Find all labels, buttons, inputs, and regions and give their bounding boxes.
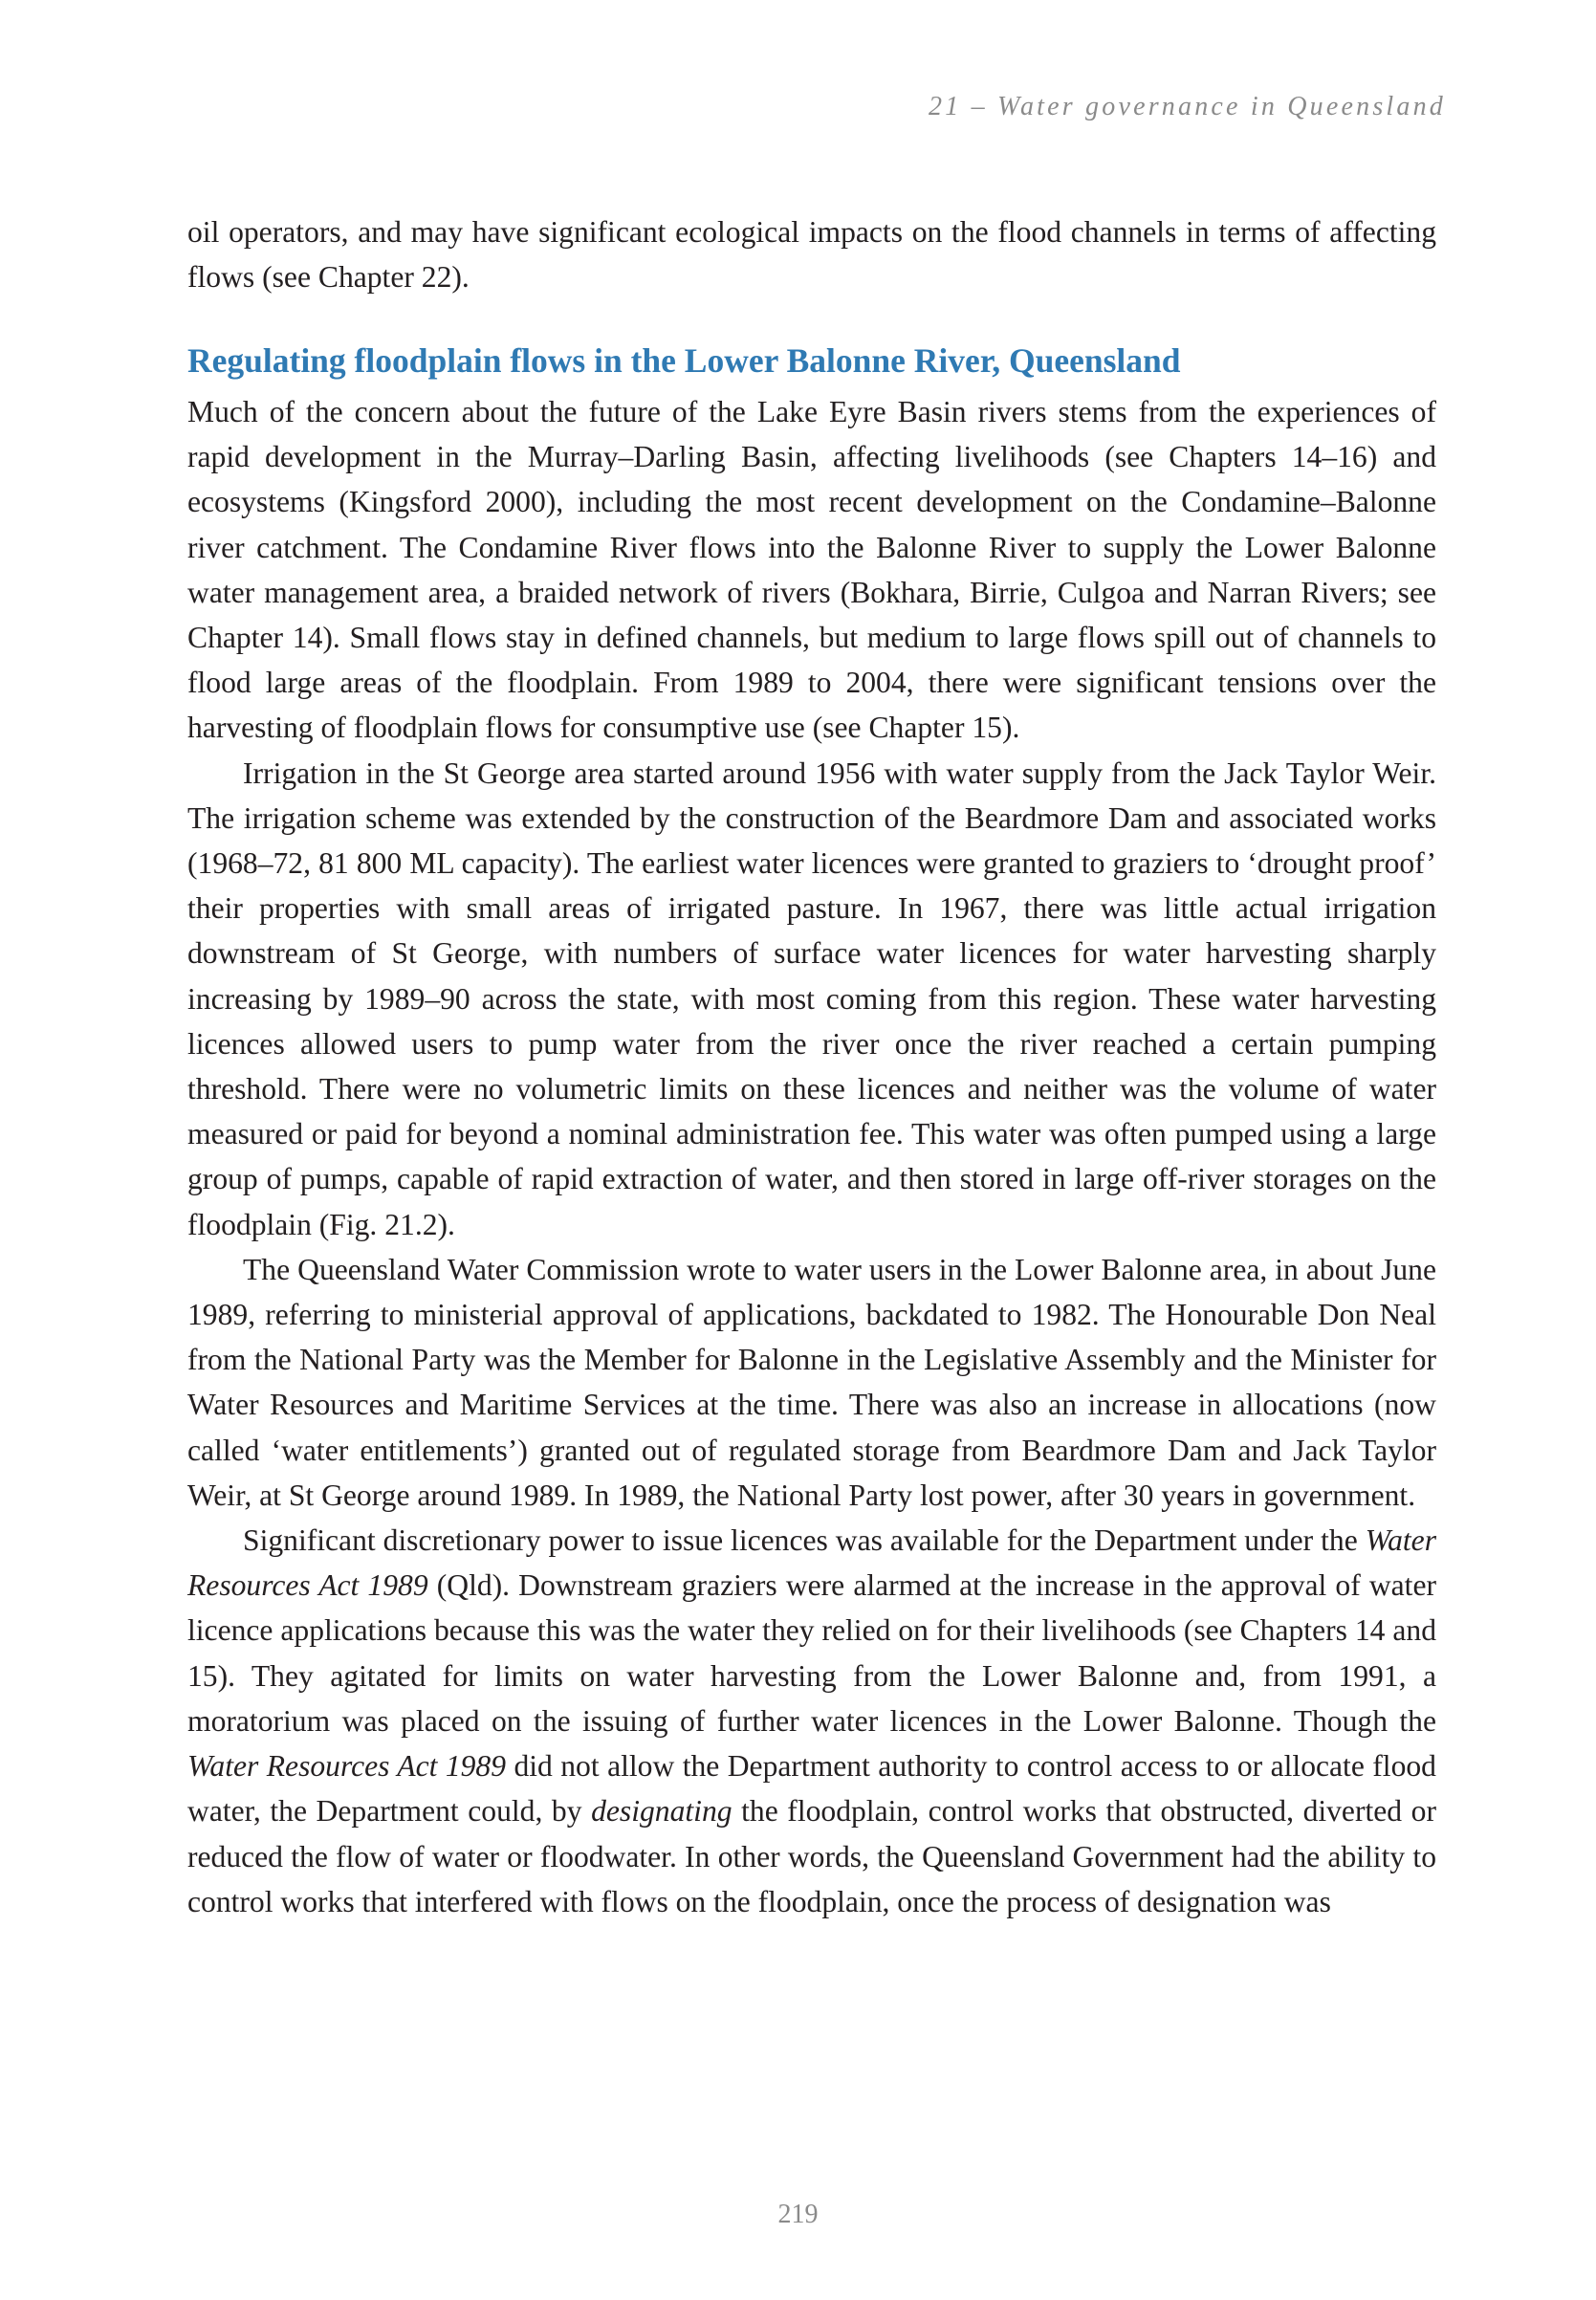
emphasis-designating: designating	[591, 1794, 732, 1829]
act-title-2: Water Resources Act 1989	[187, 1749, 507, 1784]
section-body	[187, 389, 1436, 1924]
intro-paragraph: oil operators, and may have significant ecological impacts on the flood channels in terms of affecting flows (see Chapter 22).	[187, 215, 1436, 295]
paragraph-2: Irrigation in the St George area started around 1956 with water supply from the Jack Taylor Weir. The irrigation scheme was extended by the construction of the Beardmore Dam and associated works (1968–72, 81 800 ML capacity). The earliest water licences were granted to graziers to ‘drought proof’ their properties with small areas of irrigated pasture. In 1967, there was little actual irrigation downstream of St George, with numbers of surface water licences for water harvesting sharply increasing by 1989–90 across the state, with most coming from this region. These water harvesting licences allowed users to pump water from the river once the river reached a certain pumping threshold. There were no volumetric limits on these licences and neither was the volume of water measured or paid for beyond a nominal administration fee. This water was often pumped using a large group of pumps, capable of rapid extraction of water, and then stored in large off-river storages on the floodplain (Fig. 21.2).	[187, 756, 1436, 1241]
paragraph-4	[187, 1518, 1436, 1924]
paragraph-4-text-2: (Qld). Downstream graziers were alarmed at the increase in the approval of water licence applications because this was the water they relied on for their livelihoods (see Chapters 14 and 15). They agitated for limits on water harvesting from the Lower Balonne and, from 1991, a moratorium was placed on the issuing of further water licences in the Lower Balonne. Though the	[187, 1568, 1437, 1738]
paragraph-4-text-4: the floodplain, control works that obstructed, diverted or reduced the flow of water or floodwater. In other words, the Queensland Government had the ability to control works that interfered with flows on the floodplain, once the process of designation was	[187, 1794, 1436, 1918]
page-number: 219	[777, 2200, 819, 2229]
running-head: 21 – Water governance in Queensland	[929, 92, 1446, 121]
paragraph-4-text-3: did not allow the Department authority to control access to or allocate flood water, the Department could, by	[187, 1749, 1436, 1829]
paragraph-1: Much of the concern about the future of the Lake Eyre Basin rivers stems from the experiences of rapid development in the Murray–Darling Basin, affecting livelihoods (see Chapters 14–16) and ecosystems (Kingsford 2000), including the most recent development on the Condamine–Balonne river catchment. The Condamine River flows into the Balonne River to supply the Lower Balonne water management area, a braided network of rivers (Bokhara, Birrie, Culgoa and Narran Rivers; see Chapter 14). Small flows stay in defined channels, but medium to large flows spill out of channels to flood large areas of the floodplain. From 1989 to 2004, there were significant tensions over the harvesting of floodplain flows for consumptive use (see Chapter 15).	[187, 395, 1436, 745]
section-heading: Regulating floodplain flows in the Lower Balonne River, Queensland	[187, 341, 1181, 380]
paragraph-3: The Queensland Water Commission wrote to water users in the Lower Balonne area, in about June 1989, referring to ministerial approval of applications, backdated to 1982. The Honourable Don Neal from the National Party was the Member for Balonne in the Legislative Assembly and the Minister for Water Resources and Maritime Services at the time. There was also an increase in allocations (now called ‘water entitlements’) granted out of regulated storage from Beardmore Dam and Jack Taylor Weir, at St George around 1989. In 1989, the National Party lost power, after 30 years in government.	[187, 1252, 1436, 1512]
paragraph-4-text-1: Significant discretionary power to issue licences was available for the Department under the	[243, 1523, 1366, 1558]
act-title-1: Water Resources Act 1989	[187, 1523, 1436, 1603]
intro-text	[187, 209, 1436, 299]
